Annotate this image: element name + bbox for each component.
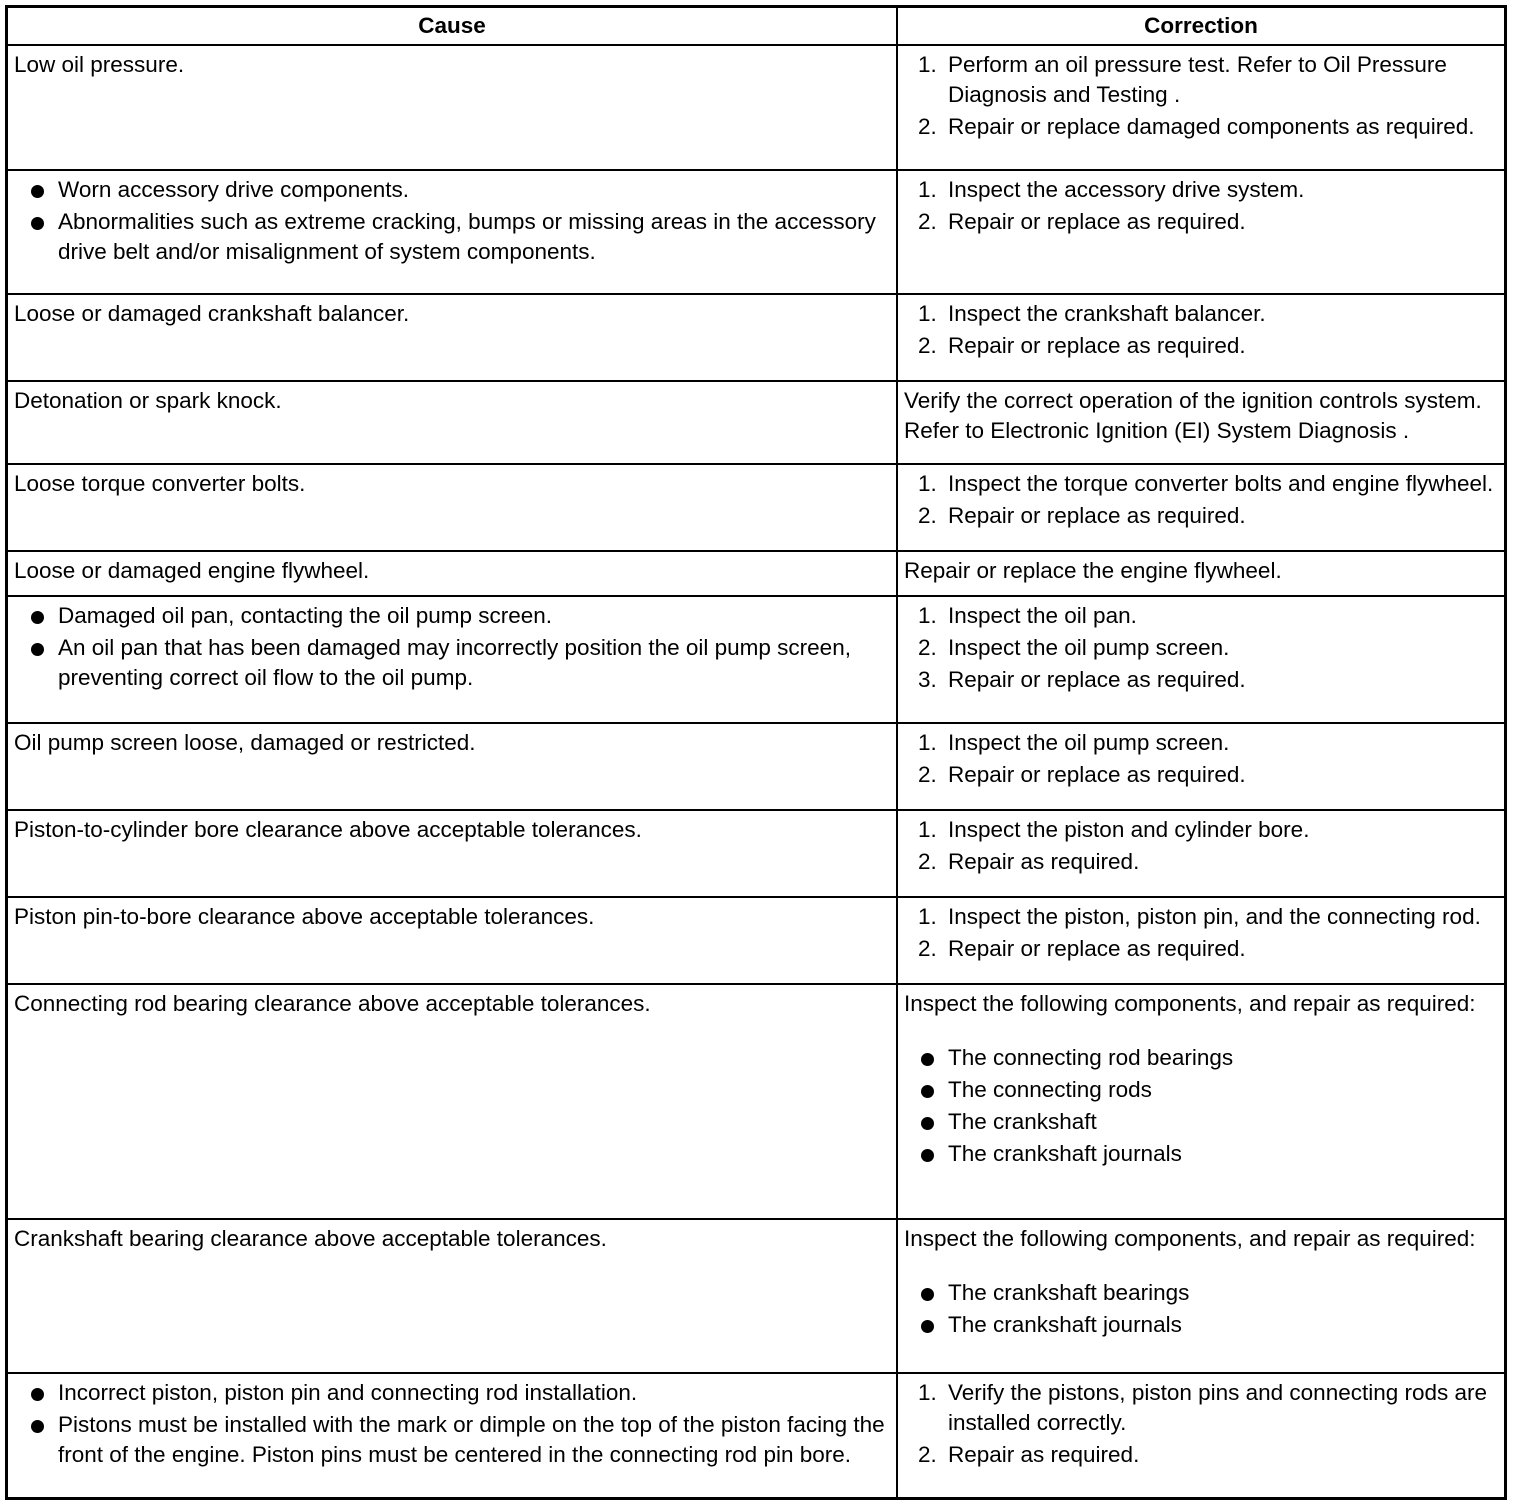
cause-cell (7, 596, 897, 723)
step-item (904, 331, 1498, 361)
table-row (7, 897, 1506, 984)
correction-cell (897, 551, 1506, 596)
cell-text: Piston pin-to-bore clearance above acceptable tolerances. (14, 904, 595, 930)
cause-cell (7, 464, 897, 551)
cause-cell (7, 723, 897, 810)
step-item (904, 934, 1498, 964)
step-number: 1. (917, 817, 937, 843)
step-number: 1. (917, 301, 937, 327)
cause-cell (7, 897, 897, 984)
step-item (904, 1440, 1498, 1470)
correction-cell (897, 294, 1506, 381)
bullet-item: Pistons must be installed with the mark or dimple on the top of the piston facing the front of the engine. Piston pins must be centered in the connecting rod pin bore. (14, 1410, 890, 1470)
step-number: 2. (917, 634, 937, 660)
cell-text: Detonation or spark knock. (14, 388, 282, 414)
cause-cell (7, 984, 897, 1218)
step-list (904, 1378, 1498, 1470)
step-text: Inspect the oil pump screen. (947, 634, 1230, 660)
step-text: Inspect the oil pan. (947, 602, 1137, 628)
step-item (904, 1378, 1498, 1438)
step-text: Inspect the crankshaft balancer. (947, 301, 1266, 327)
cell-text: Piston-to-cylinder bore clearance above acceptable tolerances. (14, 817, 642, 843)
step-list (904, 728, 1498, 790)
step-number: 1. (917, 1380, 937, 1406)
step-text: Repair or replace as required. (947, 208, 1246, 234)
bullet-item: Abnormalities such as extreme cracking, bumps or missing areas in the accessory drive belt and/or misalignment of system components. (14, 207, 890, 267)
step-item (904, 175, 1498, 205)
correction-cell (897, 984, 1506, 1218)
table-row (7, 551, 1506, 596)
step-list (904, 175, 1498, 237)
step-number: 2. (917, 208, 937, 234)
table-row (7, 596, 1506, 723)
cell-text: Inspect the following components, and repair as required: (903, 1225, 1476, 1251)
step-number: 3. (917, 666, 937, 692)
step-number: 1. (917, 729, 937, 755)
step-number: 1. (917, 52, 937, 77)
step-list (904, 299, 1498, 361)
header-row (7, 7, 1506, 46)
correction-cell (897, 1373, 1506, 1498)
cell-text: Oil pump screen loose, damaged or restricted. (14, 729, 476, 755)
table-row (7, 45, 1506, 170)
table-row (7, 170, 1506, 295)
cell-text: Loose or damaged engine flywheel. (14, 557, 370, 583)
table-row (7, 464, 1506, 551)
step-text: Repair or replace as required. (947, 502, 1246, 528)
step-text: Inspect the torque converter bolts and engine flywheel. (947, 470, 1494, 496)
step-item (904, 760, 1498, 790)
step-item (904, 633, 1498, 663)
cause-cell (7, 551, 897, 596)
correction-cell (897, 897, 1506, 984)
step-number: 1. (917, 470, 937, 496)
step-text: Verify the pistons, piston pins and connecting rods are installed correctly. (947, 1380, 1488, 1436)
step-list (904, 601, 1498, 695)
table-row (7, 1373, 1506, 1498)
table-row (7, 984, 1506, 1218)
step-number: 2. (917, 761, 937, 787)
step-text: Perform an oil pressure test. Refer to Oil Pressure Diagnosis and Testing . (947, 52, 1447, 107)
step-text: Repair or replace damaged components as required. (947, 114, 1475, 139)
cause-cell (7, 170, 897, 295)
step-text: Inspect the accessory drive system. (947, 176, 1305, 202)
bullet-item: The crankshaft (904, 1107, 1498, 1137)
table-row (7, 810, 1506, 897)
step-number: 2. (917, 849, 937, 875)
step-text: Inspect the piston and cylinder bore. (947, 817, 1310, 843)
step-number: 2. (917, 333, 937, 359)
correction-cell (897, 45, 1506, 170)
cause-cell (7, 1219, 897, 1374)
bullet-item: An oil pan that has been damaged may incorrectly position the oil pump screen, preventing correct oil flow to the oil pump. (14, 633, 890, 693)
step-text: Repair as required. (947, 1442, 1140, 1468)
cell-text: Inspect the following components, and repair as required: (903, 991, 1476, 1017)
step-text: Repair or replace as required. (947, 761, 1246, 787)
bullet-list (904, 1278, 1498, 1340)
correction-cell (897, 596, 1506, 723)
step-item (904, 112, 1498, 142)
table-row (7, 381, 1506, 463)
bullet-item: The connecting rod bearings (904, 1043, 1498, 1073)
cause-cell (7, 810, 897, 897)
correction-header: Correction (897, 7, 1506, 46)
cell-text: Verify the correct operation of the ignition controls system. Refer to Electronic Ignition (EI) System Diagnosis . (903, 388, 1482, 444)
step-number: 2. (917, 1442, 937, 1468)
step-item (904, 728, 1498, 758)
bullet-item: The crankshaft bearings (904, 1278, 1498, 1308)
step-item (904, 469, 1498, 499)
correction-cell (897, 381, 1506, 463)
table-row (7, 1219, 1506, 1374)
step-item (904, 207, 1498, 237)
cell-text: Loose torque converter bolts. (14, 470, 306, 496)
correction-cell (897, 810, 1506, 897)
bullet-list (14, 175, 890, 267)
cause-header: Cause (7, 7, 897, 46)
step-list (904, 815, 1498, 877)
step-item (904, 501, 1498, 531)
step-number: 2. (917, 114, 937, 139)
step-item (904, 902, 1498, 932)
correction-cell (897, 170, 1506, 295)
step-item (904, 601, 1498, 631)
cause-correction-table (5, 5, 1507, 1500)
step-number: 1. (917, 176, 937, 202)
cause-cell (7, 1373, 897, 1498)
step-item (904, 665, 1498, 695)
step-number: 2. (917, 936, 937, 962)
cause-cell (7, 381, 897, 463)
cell-text: Loose or damaged crankshaft balancer. (14, 301, 410, 327)
step-item (904, 50, 1498, 110)
cause-cell (7, 294, 897, 381)
correction-cell (897, 464, 1506, 551)
cause-cell (7, 45, 897, 170)
bullet-list (14, 1378, 890, 1470)
step-list (904, 50, 1498, 142)
bullet-item: Damaged oil pan, contacting the oil pump screen. (14, 601, 890, 631)
step-text: Repair or replace as required. (947, 333, 1246, 359)
step-item (904, 847, 1498, 877)
step-item (904, 299, 1498, 329)
step-item (904, 815, 1498, 845)
table-row (7, 294, 1506, 381)
step-text: Repair as required. (947, 849, 1140, 875)
step-text: Repair or replace as required. (947, 936, 1246, 962)
correction-cell (897, 723, 1506, 810)
bullet-list (904, 1043, 1498, 1169)
step-list (904, 469, 1498, 531)
cell-text: Low oil pressure. (14, 52, 185, 77)
cell-text: Connecting rod bearing clearance above acceptable tolerances. (14, 991, 651, 1017)
step-number: 2. (917, 502, 937, 528)
bullet-list (14, 601, 890, 693)
step-text: Inspect the oil pump screen. (947, 729, 1230, 755)
bullet-item: Worn accessory drive components. (14, 175, 890, 205)
bullet-item: The crankshaft journals (904, 1139, 1498, 1169)
bullet-item: Incorrect piston, piston pin and connecting rod installation. (14, 1378, 890, 1408)
step-text: Inspect the piston, piston pin, and the connecting rod. (947, 904, 1481, 930)
bullet-item: The crankshaft journals (904, 1310, 1498, 1340)
step-text: Repair or replace as required. (947, 666, 1246, 692)
cell-text: Crankshaft bearing clearance above acceptable tolerances. (14, 1225, 607, 1251)
step-number: 1. (917, 904, 937, 930)
bullet-item: The connecting rods (904, 1075, 1498, 1105)
table-row (7, 723, 1506, 810)
step-list (904, 902, 1498, 964)
step-number: 1. (917, 602, 937, 628)
cell-text: Repair or replace the engine flywheel. (903, 557, 1282, 583)
correction-cell (897, 1219, 1506, 1374)
